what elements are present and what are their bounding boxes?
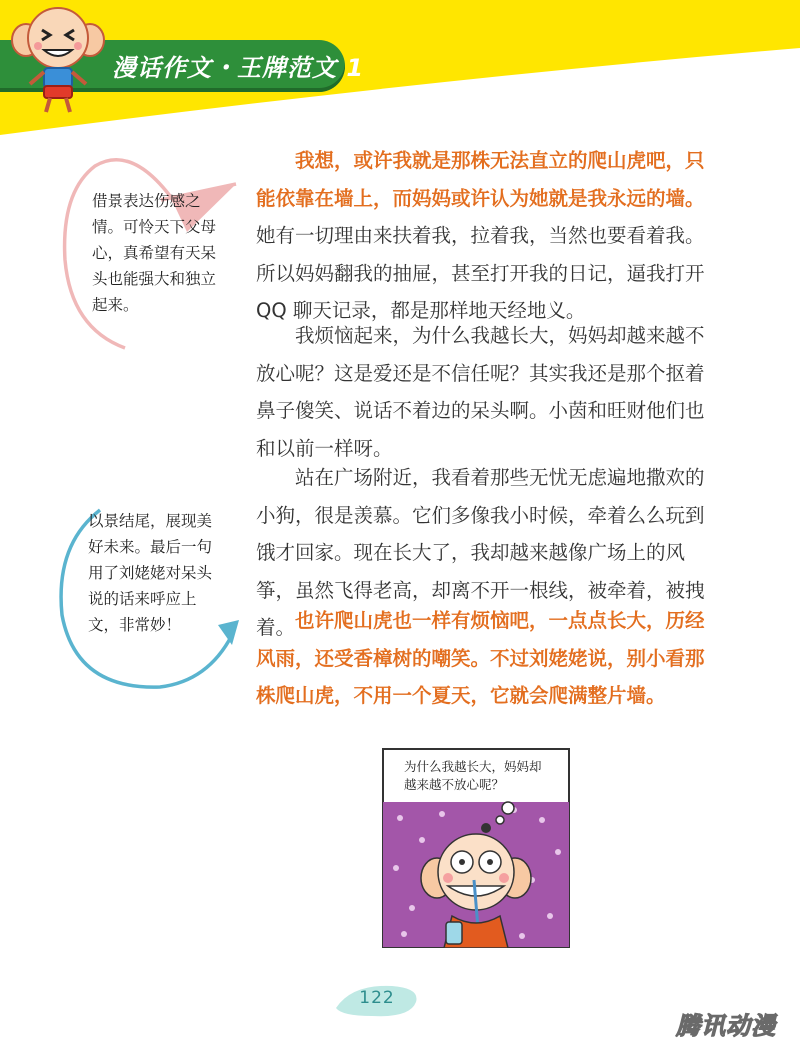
comic-caption-line-2: 越来越不放心呢？ xyxy=(404,777,505,792)
comic-caption xyxy=(404,758,564,794)
watermark xyxy=(662,1004,790,1040)
page-number-badge xyxy=(332,978,422,1022)
comic-panel xyxy=(382,748,570,948)
side-note-1: 借景表达伤感之情。可怜天下父母心，真希望有天呆头也能强大和独立起来。 xyxy=(92,192,217,314)
paragraph-1 xyxy=(256,142,706,330)
comic-caption-line-1: 为什么我越长大，妈妈却 xyxy=(404,759,542,774)
page-header-title: 漫话作文・王牌范文 1 xyxy=(112,54,365,82)
paragraph-3: 站在广场附近，我看着那些无忧无虑遍地撒欢的小狗，很是羡慕。它们多像我小时候，牵着么么玩到饿才回家。现在长大了，我却越来越像广场上的风筝，虽然飞得老高，却离不开一根线，被牵着，被拽着。 xyxy=(256,466,705,639)
mascot-cartoon-icon xyxy=(8,0,108,115)
side-note-2: 以景结尾，展现美好未来。最后一句用了刘姥姥对呆头说的话来呼应上文，非常妙！ xyxy=(88,512,213,634)
paragraph-4: 也许爬山虎也一样有烦恼吧，一点点长大，历经风雨，还受香樟树的嘲笑。不过刘姥姥说，别小看那株爬山虎，不用一个夏天，它就会爬满整片墙。 xyxy=(256,609,705,707)
watermark-text: 腾讯动漫 xyxy=(676,1012,776,1040)
paragraph-1-rest: 她有一切理由来扶着我，拉着我，当然也要看着我。所以妈妈翻我的抽屉，甚至打开我的日记，逼我打开 QQ 聊天记录，都是那样地天经地义。 xyxy=(256,224,705,322)
paragraph-1-highlight: 我想，或许我就是那株无法直立的爬山虎吧，只能依靠在墙上，而妈妈或许认为她就是我永远的墙。 xyxy=(256,149,705,210)
page-number: 122 xyxy=(359,988,395,1008)
paragraph-2: 我烦恼起来，为什么我越长大，妈妈却越来越不放心呢？这是爱还是不信任呢？其实我还是那个抠着鼻子傻笑、说话不着边的呆头啊。小茵和旺财他们也和以前一样呀。 xyxy=(256,324,705,460)
